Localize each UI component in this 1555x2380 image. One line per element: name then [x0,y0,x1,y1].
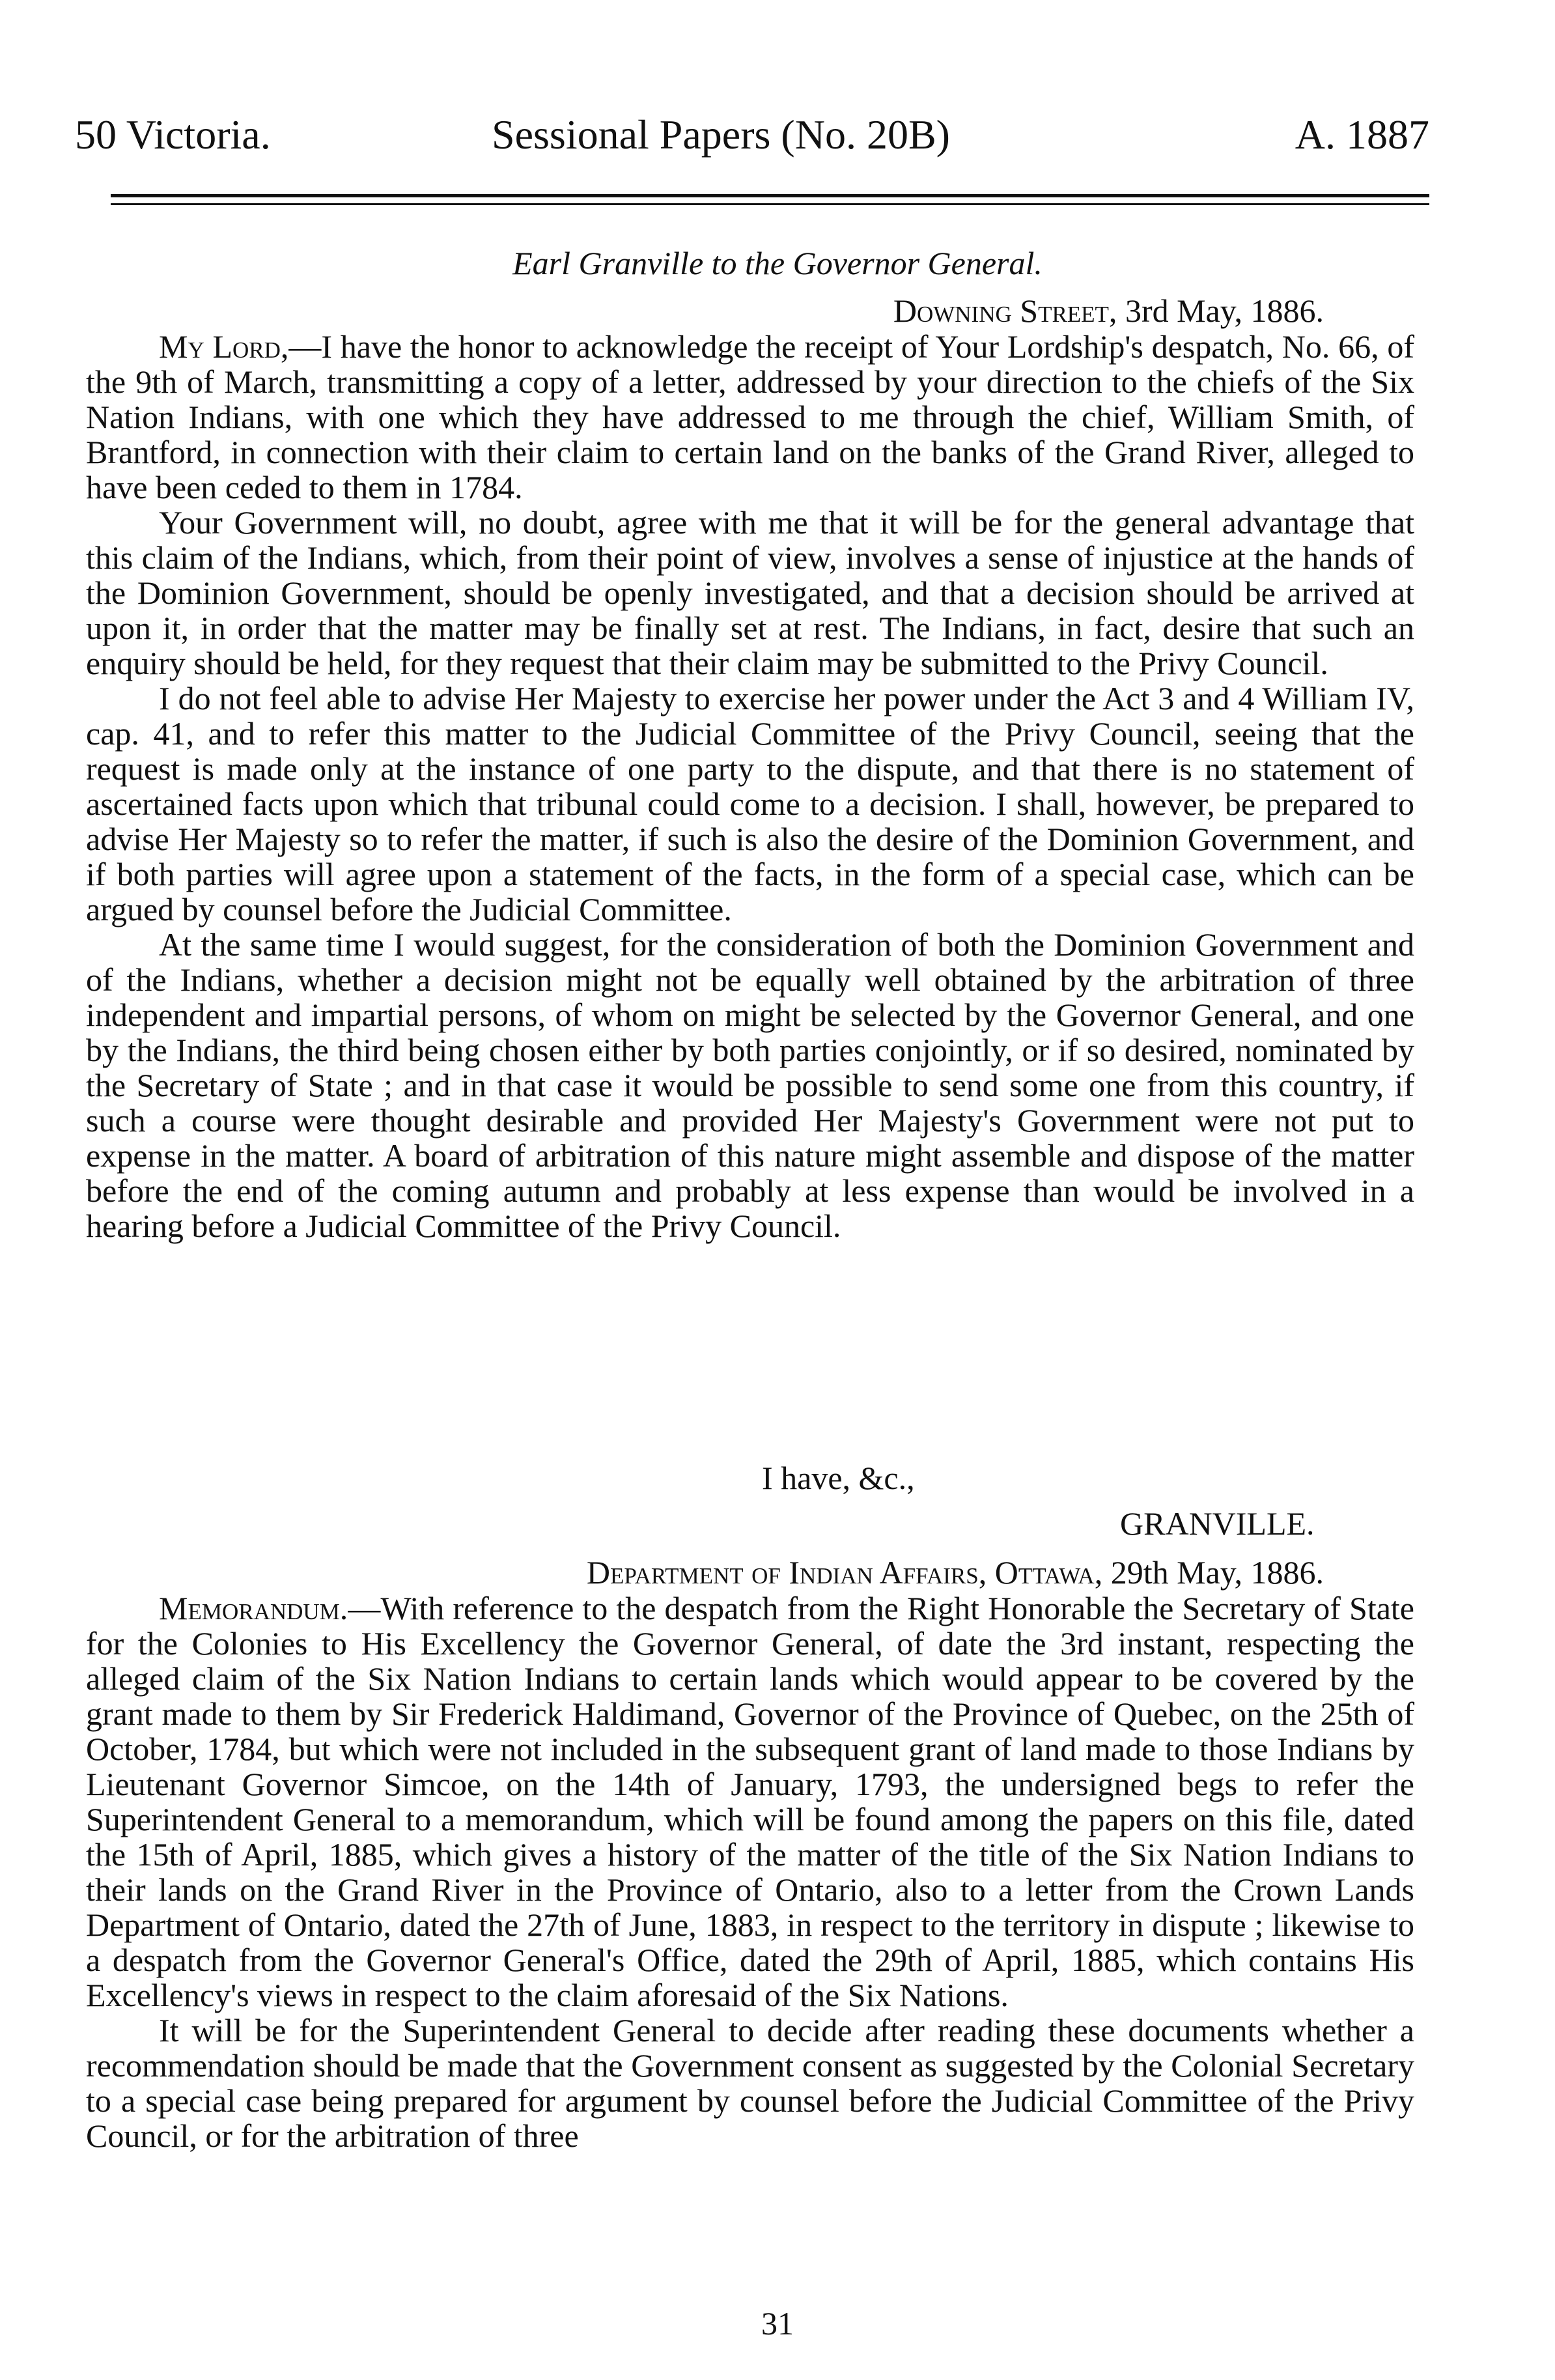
memorandum-paragraph: It will be for the Superintendent General to decide after reading these documents whether a recommendation should be made that the Government consent as suggested by the Colonial Secretary to a special case being prepared for argument by counsel before the Judicial Committee of the Privy Council, or for the arbitration of three [86,2012,1414,2154]
letter-heading: Earl Granville to the Governor General. [512,245,1043,281]
letter-body [86,329,1414,1243]
running-head-volume: 50 Victoria. [75,111,271,158]
header-rule-thin [111,203,1429,205]
memorandum-dateline [587,1553,1324,1591]
page-number: 31 [761,2305,794,2342]
memorandum-body [86,1591,1414,2153]
letter-signature: GRANVILLE. [1120,1505,1315,1542]
letter-paragraph: At the same time I would suggest, for the consideration of both the Dominion Government and of the Indians, whether a decision might not be equally well obtained by the arbitration of three independent and impartial persons, of whom on might be selected by the Governor General, and one by the Indians, the third being chosen either by both parties conjointly, or if so desired, nominated by the Secretary of State ; and in that case it would be possible to send some one from this country, if such a course were thought desirable and provided Her Majesty's Government were not put to expense in the matter. A board of arbitration of this nature might assemble and dispose of the matter before the end of the coming autumn and probably at less expense than would be involved in a hearing before a Judicial Committee of the Privy Council. [86,926,1414,1244]
header-rule-thick [111,194,1429,197]
letter-paragraph: My Lord,—I have the honor to acknowledge the receipt of Your Lordship's despatch, No. 66, of the 9th of March, transmitting a copy of a letter, addressed by your direction to the chiefs of the Six Nation Indians, with one which they have addressed to me through the chief, William Smith, of Brantford, in connection with their claim to certain land on the banks of the Grand River, alleged to have been ceded to them in 1784. [86,328,1414,505]
letter-dateline [893,292,1324,330]
letter-dateline-date: 3rd May, 1886. [1125,292,1324,329]
running-head-year: A. 1887 [1295,111,1429,158]
salutation: My Lord, [159,328,289,365]
memorandum-paragraph: Memorandum.—With reference to the despatch from the Right Honorable the Secretary of State for the Colonies to His Excellency the Governor General, of date the 3rd instant, respecting the alleged claim of the Six Nation Indians to certain lands which would appear to be covered by the grant made to them by Sir Frederick Haldimand, Governor of the Province of Quebec, on the 25th of October, 1784, but which were not included in the subsequent grant of land made to those Indians by Lieutenant Governor Simcoe, on the 14th of January, 1793, the undersigned begs to refer the Superintendent General to a memorandum, which will be found among the papers on this file, dated the 15th of April, 1885, which gives a history of the matter of the title of the Six Nation Indians to their lands on the Grand River in the Province of Ontario, also to a letter from the Crown Lands Department of Ontario, dated the 27th of June, 1883, in respect to the territory in dispute ; likewise to a despatch from the Governor General's Office, dated the 29th of April, 1885, which contains His Excellency's views in respect to the claim aforesaid of the Six Nations. [86,1590,1414,2013]
running-head-title: Sessional Papers (No. 20B) [492,111,950,158]
memorandum-dateline-place: Department of Indian Affairs, Ottawa, [586,1554,1103,1591]
running-head [75,111,1429,169]
letter-paragraph: Your Government will, no doubt, agree with me that it will be for the general advantage that this claim of the Indians, which, from their point of view, involves a sense of injustice at the hands of the Dominion Government, should be openly investigated, and that a decision should be arrived at upon it, in order that the matter may be finally set at rest. The Indians, in fact, desire that such an enquiry should be held, for they request that their claim may be submitted to the Privy Council. [86,504,1414,681]
letter-closing: I have, &c., [762,1460,915,1496]
memorandum-label: Memorandum. [159,1590,348,1626]
memorandum-dateline-date: 29th May, 1886. [1110,1554,1324,1591]
letter-dateline-place: Downing Street, [893,292,1117,329]
letter-paragraph: I do not feel able to advise Her Majesty to exercise her power under the Act 3 and 4 William IV, cap. 41, and to refer this matter to the Judicial Committee of the Privy Council, seeing that the request is made only at the instance of one party to the dispute, and that there is no statement of ascertained facts upon which that tribunal could come to a decision. I shall, however, be prepared to advise Her Majesty so to refer the matter, if such is also the desire of the Dominion Government, and if both parties will agree upon a statement of the facts, in the form of a special case, which can be argued by counsel before the Judicial Committee. [86,680,1414,928]
